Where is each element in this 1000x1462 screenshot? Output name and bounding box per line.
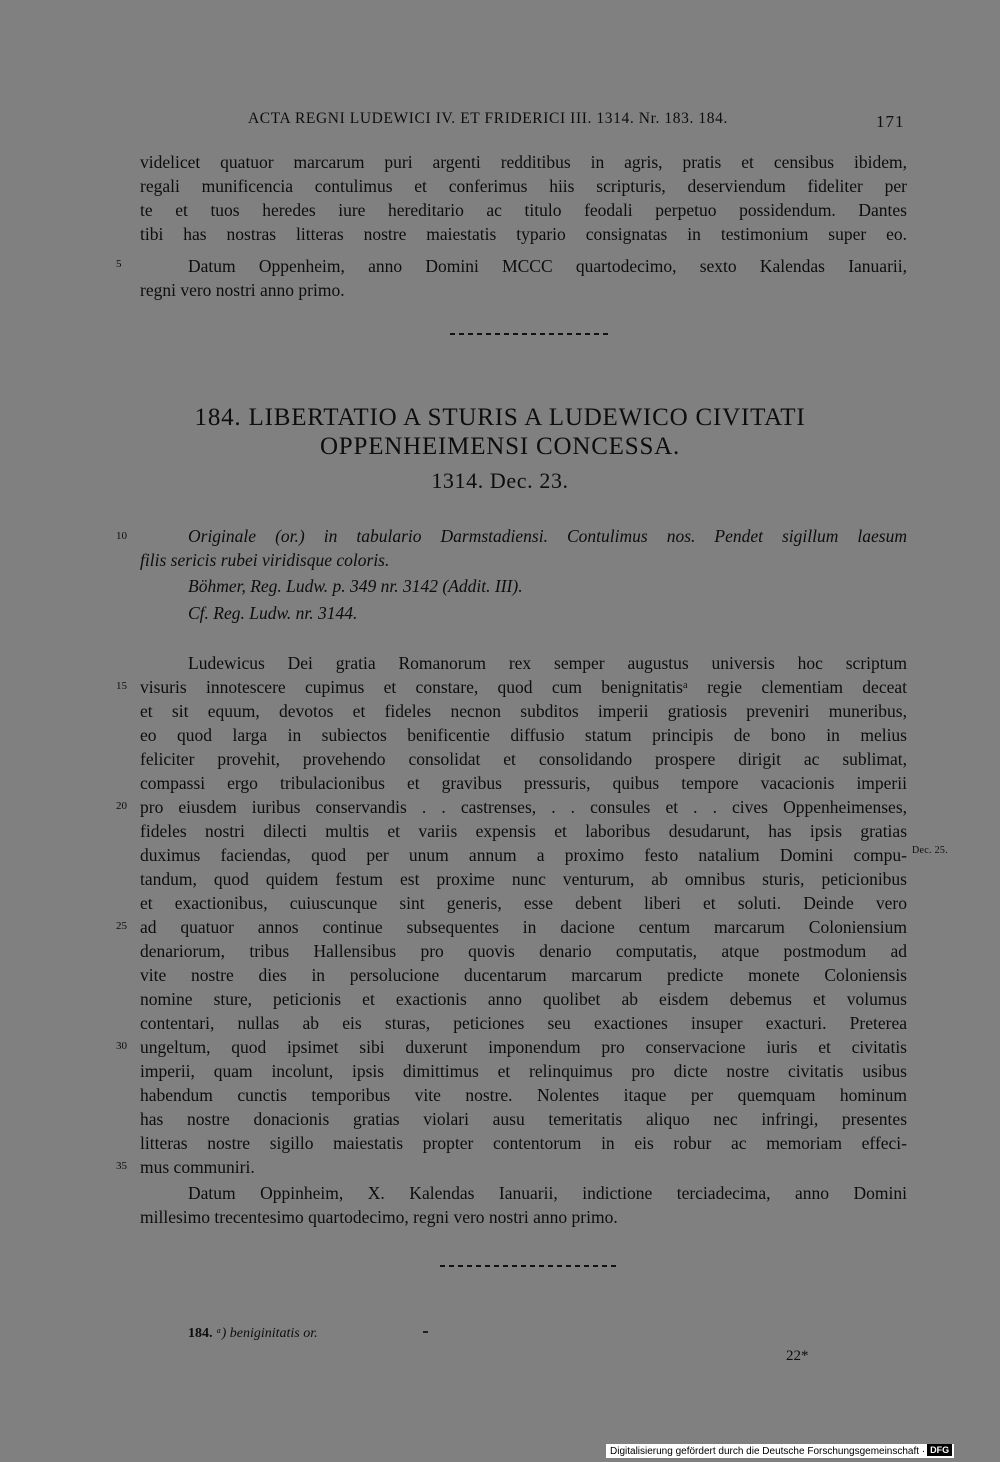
body-line: fideles nostri dilecti multis et variis expensis et laboribus desudarunt, has ipsis gratias <box>140 821 907 841</box>
body-line: et sit equum, devotos et fideles necnon subditos imperii gratiosis preveniri muneribus, <box>140 701 907 721</box>
prev-doc-line: tibi has nostras litteras nostre maiestatis typario consignatas in testimonium super eo. <box>140 224 907 244</box>
signature-mark: 22* <box>786 1348 809 1364</box>
print-mark <box>423 1331 428 1333</box>
body-line: compassi ergo tribulacionibus et gravibus pressuris, quibus tempore vacacionis imperii <box>140 773 907 793</box>
body-line: contentari, nullas ab eis sturas, peticiones seu exactiones insuper exacturi. Preterea <box>140 1013 907 1033</box>
body-line: imperii, quam incolunt, ipsis dimittimus et relinquimus pro dicte nostre civitatis usibus <box>140 1061 907 1081</box>
line-number: 30 <box>116 1040 127 1052</box>
body-date-line: Datum Oppinheim, X. Kalendas Ianuarii, indictione terciadecima, anno Domini <box>188 1183 907 1203</box>
apparatus-line: Böhmer, Reg. Ludw. p. 349 nr. 3142 (Addit. III). <box>188 576 523 596</box>
body-line: Ludewicus Dei gratia Romanorum rex semper augustus universis hoc scriptum <box>188 653 907 673</box>
document-title: 184. LIBERTATIO A STURIS A LUDEWICO CIVITATI <box>194 404 806 431</box>
footnote <box>188 1326 318 1342</box>
line-number: 10 <box>116 530 127 542</box>
body-line: tandum, quod quidem festum est proxime nunc venturum, ab omnibus sturis, peticionibus <box>140 869 907 889</box>
body-line: mus communiri. <box>140 1157 255 1177</box>
body-line: duximus faciendas, quod per unum annum a proximo festo natalium Domini compu- <box>140 845 907 865</box>
margin-note: Dec. 25. <box>912 845 948 856</box>
prev-doc-line: regali munificencia contulimus et conferimus hiis scripturis, deserviendum fideliter per <box>140 176 907 196</box>
line-number: 20 <box>116 800 127 812</box>
body-line: feliciter provehit, provehendo consolidat et consolidando prospere dirigit ac sublimat, <box>140 749 907 769</box>
body-line: millesimo trecentesimo quartodecimo, regni vero nostri anno primo. <box>140 1207 618 1227</box>
line-number: 15 <box>116 680 127 692</box>
body-line: visuris innotescere cupimus et constare, quod cum benignitatisᵃ regie clementiam deceat <box>140 677 907 697</box>
prev-doc-line: videlicet quatuor marcarum puri argenti redditibus in agris, pratis et censibus ibidem, <box>140 152 907 172</box>
footnote-text: ᵃ) beniginitatis or. <box>216 1326 318 1341</box>
body-line: denariorum, tribus Hallensibus pro quovis denario computatis, atque postmodum ad <box>140 941 907 961</box>
footnote-number: 184. <box>188 1326 213 1341</box>
body-line: et exactionibus, cuiuscunque sint generis, esse debent liberi et soluti. Deinde vero <box>140 893 907 913</box>
line-number: 35 <box>116 1160 127 1172</box>
body-line: vite nostre dies in persolucione ducentarum marcarum predicte monete Coloniensis <box>140 965 907 985</box>
body-line: ungeltum, quod ipsimet sibi duxerunt imponendum pro conservacione iuris et civitatis <box>140 1037 907 1057</box>
prev-doc-date-line: Datum Oppenheim, anno Domini MCCC quartodecimo, sexto Kalendas Ianuarii, <box>188 256 907 276</box>
body-line: pro eiusdem iuribus conservandis . . castrenses, . . consules et . . cives Oppenheimenses, <box>140 797 907 817</box>
section-divider <box>440 1265 620 1267</box>
body-line: eo quod larga in subiectos benificentie diffusio statum principis de bono in melius <box>140 725 907 745</box>
line-number: 25 <box>116 920 127 932</box>
dfg-logo: DFG <box>927 1444 952 1456</box>
body-line: habendum cunctis temporibus vite nostre. Nolentes itaque per quemquam hominum <box>140 1085 907 1105</box>
apparatus-line: filis sericis rubei viridisque coloris. <box>140 550 390 570</box>
document-date: 1314. Dec. 23. <box>431 468 569 493</box>
body-line: nomine sture, peticionis et exactionis anno quolibet ab eisdem debemus et volumus <box>140 989 907 1009</box>
apparatus-line: Cf. Reg. Ludw. nr. 3144. <box>188 603 358 623</box>
body-line: litteras nostre sigillo maiestatis propter contentorum in eis robur ac memoriam effeci- <box>140 1133 907 1153</box>
section-divider <box>450 333 610 335</box>
prev-doc-line: regni vero nostri anno primo. <box>140 280 345 300</box>
page-number: 171 <box>876 112 905 131</box>
apparatus-line: Originale (or.) in tabulario Darmstadiensi. Contulimus nos. Pendet sigillum laesum <box>188 526 907 546</box>
prev-doc-line: te et tuos heredes iure hereditario ac titulo feodali perpetuo possidendum. Dantes <box>140 200 907 220</box>
document-title-continued: OPPENHEIMENSI CONCESSA. <box>319 433 681 460</box>
funding-credit-text: Digitalisierung gefördert durch die Deutsche Forschungsgemeinschaft · <box>610 1446 926 1457</box>
funding-credit <box>606 1444 954 1458</box>
body-line: ad quatuor annos continue subsequentes in dacione centum marcarum Coloniensium <box>140 917 907 937</box>
body-line: has nostre donacionis gratias violari ausu temeritatis aliquo nec infringi, presentes <box>140 1109 907 1129</box>
line-number: 5 <box>116 258 122 270</box>
running-title: ACTA REGNI LUDEWICI IV. ET FRIDERICI III. 1314. Nr. 183. 184. <box>248 110 728 127</box>
